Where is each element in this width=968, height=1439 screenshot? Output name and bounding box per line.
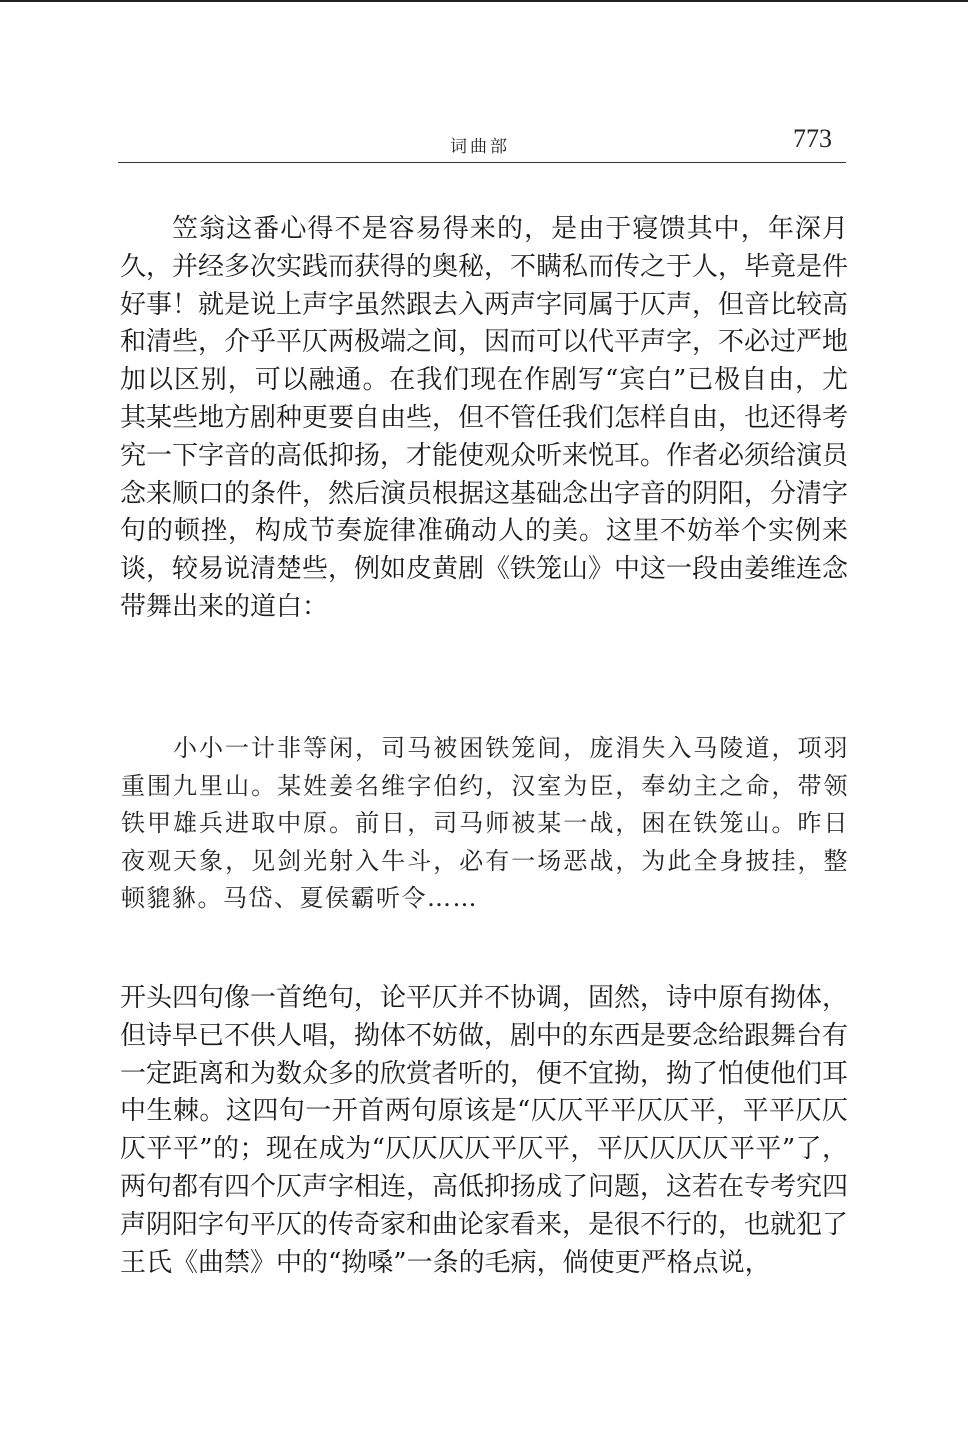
quoted-dialogue: 小小一计非等闲，司马被困铁笼间，庞涓失入马陵道，项羽重围九里山。某姓姜名维字伯约，汉室为臣，奉幼主之命，带领铁甲雄兵进取中原。前日，司马师被某一战，困在铁笼山。昨日夜观天象，见剑光射入牛斗，必有一场恶战，为此全身披挂，整顿貔貅。马岱、夏侯霸听令……: [121, 734, 849, 913]
paragraph-2: 开头四句像一首绝句，论平仄并不协调，固然，诗中原有拗体，但诗早已不供人唱，拗体不妨做，剧中的东西是要念给跟舞台有一定距离和为数众多的欣赏者听的，便不宜拗，拗了怕使他们耳中生棘。这四句一开首两句原该是“仄仄平平仄仄平，平平仄仄仄平平”的；现在成为“仄仄仄仄平仄平，平仄仄仄仄平平”了，两句都有四个仄声字相连，高低抑扬成了问题，这若在专考究四声阴阳字句平仄的传奇家和曲论家看来，是很不行的，也就犯了王氏《曲禁》中的“拗嗓”一条的毛病，倘使更严格点说，: [120, 983, 849, 1278]
page-header: [118, 122, 846, 163]
section-title: 词曲部: [450, 137, 510, 157]
top-border-line: [0, 0, 968, 2]
page-number: 773: [793, 124, 832, 153]
paragraph-1: 笠翁这番心得不是容易得来的，是由于寝馈其中，年深月久，并经多次实践而获得的奥秘，不瞒私而传之于人，毕竟是件好事！就是说上声字虽然跟去入两声字同属于仄声，但音比较高和清些，介乎平仄两极端之间，因而可以代平声字，不必过严地加以区别，可以融通。在我们现在作剧写“宾白”已极自由，尤其某些地方剧种更要自由些，但不管任我们怎样自由，也还得考究一下字音的高低抑扬，才能使观众听来悦耳。作者必须给演员念来顺口的条件，然后演员根据这基础念出字音的阴阳，分清字句的顿挫，构成节奏旋律准确动人的美。这里不妨举个实例来谈，较易说清楚些，例如皮黄剧《铁笼山》中这一段由姜维连念带舞出来的道白：: [120, 214, 849, 622]
